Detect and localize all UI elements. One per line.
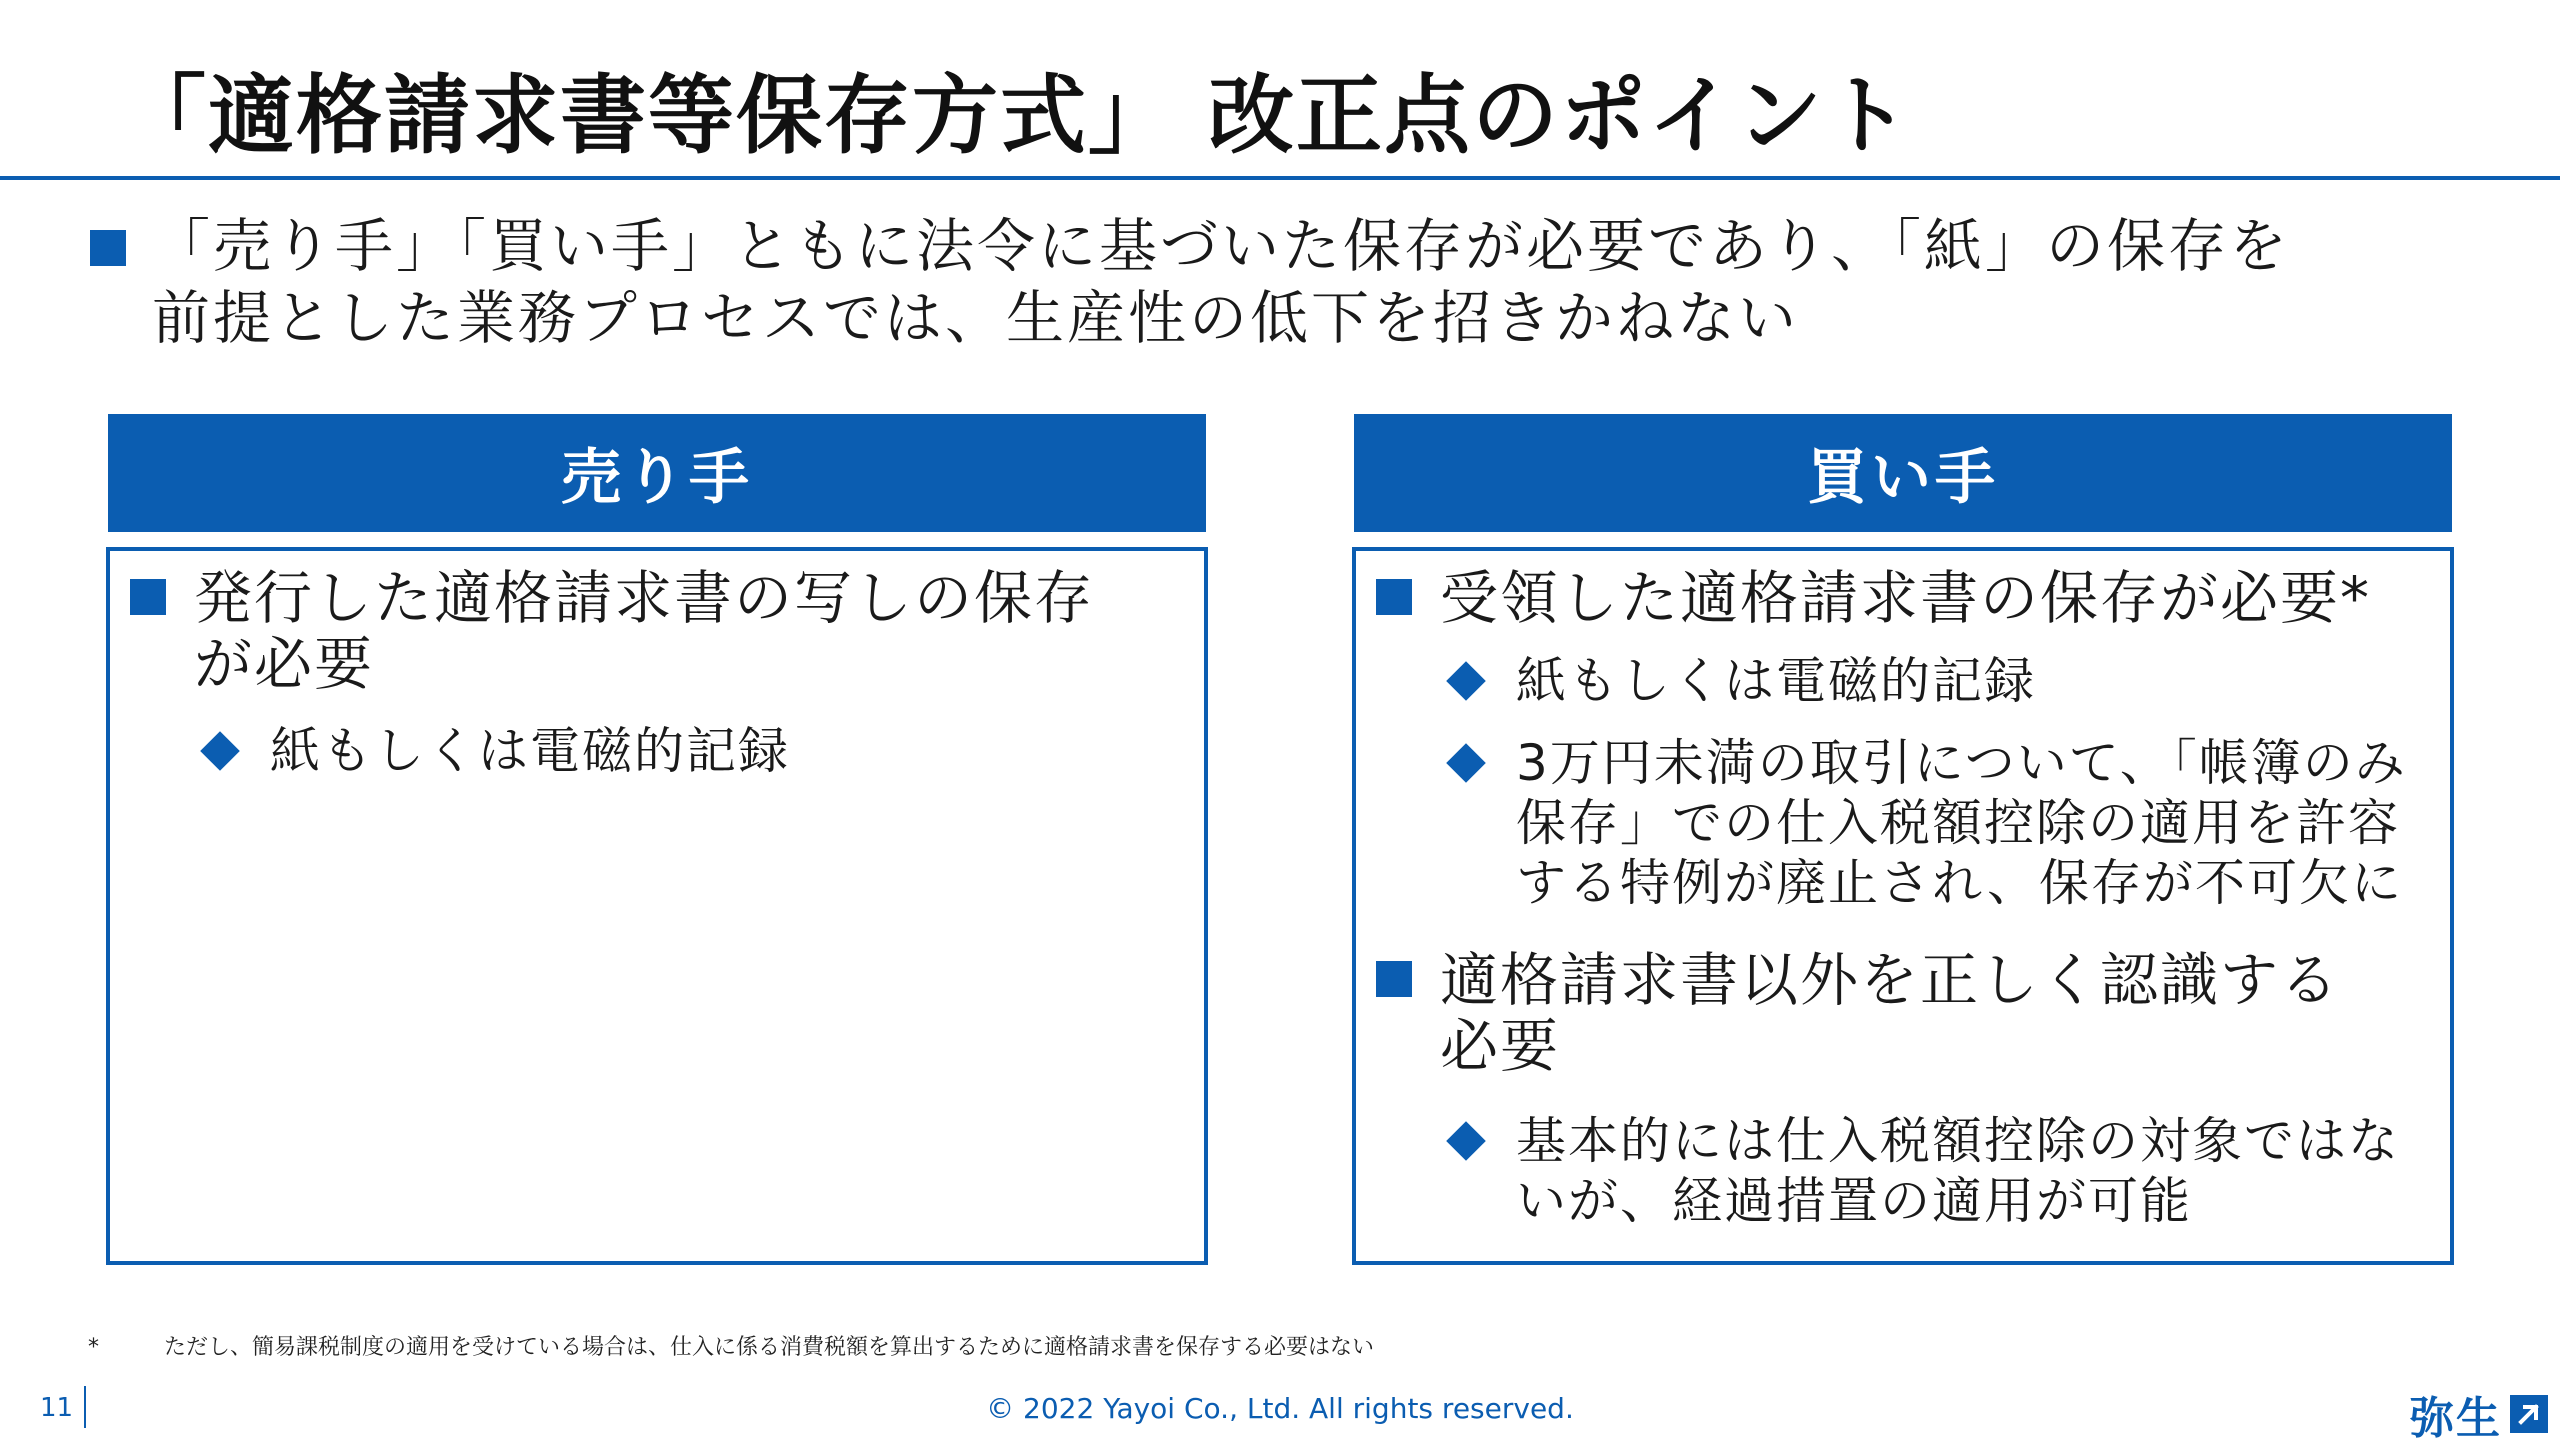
diamond-bullet-icon [1446,1121,1486,1161]
buyer-item-text: 受領した適格請求書の保存が必要* [1440,564,2372,632]
diamond-bullet-icon [200,731,240,771]
lead-bullet [90,210,2490,354]
page-number: 11 [40,1393,74,1423]
seller-sub-paper-or-electronic [200,721,790,781]
diamond-bullet-icon [1446,743,1486,783]
square-bullet-icon [90,230,126,266]
lead-line-1: 「売り手」「買い手」ともに法令に基づいた保存が必要であり、「紙」の保存を [152,212,2291,280]
buyer-item-recognize-non-qualified [1376,947,2340,1079]
seller-header: 売り手 [108,414,1206,532]
footnote-mark: * [88,1335,99,1360]
footnote [88,1330,1374,1361]
seller-item-text: 発行した適格請求書の写しの保存 が必要 [194,564,1095,698]
seller-item-issue-copy [130,565,1094,697]
buyer-item-received-storage [1376,565,2371,631]
buyer-panel [1352,547,2454,1265]
buyer-sub-text-1: 紙もしくは電磁的記録 [1516,652,2036,710]
footnote-text: ただし、簡易課税制度の適用を受けている場合は、仕入に係る消費税額を算出するために適格請求書を保存する必要はない [164,1335,1375,1360]
buyer-sub-paper-or-electronic [1446,651,2036,711]
square-bullet-icon [1376,961,1412,997]
buyer-item-text-2: 適格請求書以外を正しく認識する 必要 [1440,946,2341,1080]
yayoi-logo [2410,1382,2548,1446]
lead-text [152,210,2490,354]
copyright: © 2022 Yayoi Co., Ltd. All rights reserved. [986,1392,1574,1425]
diamond-bullet-icon [1446,661,1486,701]
page-title: 「適格請求書等保存方式」 改正点のポイント [120,66,1912,166]
buyer-sub-exception-abolished [1446,733,2407,913]
arrow-up-right-icon [2510,1395,2548,1433]
logo-text: 弥生 [2410,1393,2502,1444]
square-bullet-icon [130,579,166,615]
lead-line-2: 前提とした業務プロセスでは、生産性の低下を招きかねない [152,284,1800,352]
buyer-sub-text-2: 3万円未満の取引について、「帳簿のみ 保存」での仕入税額控除の適用を許容 する特例が廃止され、保存が不可欠に [1516,734,2407,912]
buyer-sub-transitional-measure [1446,1111,2400,1231]
buyer-sub-text-3: 基本的には仕入税額控除の対象ではな いが、経過措置の適用が可能 [1516,1112,2400,1230]
seller-panel [106,547,1208,1265]
seller-sub-text: 紙もしくは電磁的記録 [270,722,790,780]
buyer-header: 買い手 [1354,414,2452,532]
title-divider [0,176,2560,180]
square-bullet-icon [1376,579,1412,615]
